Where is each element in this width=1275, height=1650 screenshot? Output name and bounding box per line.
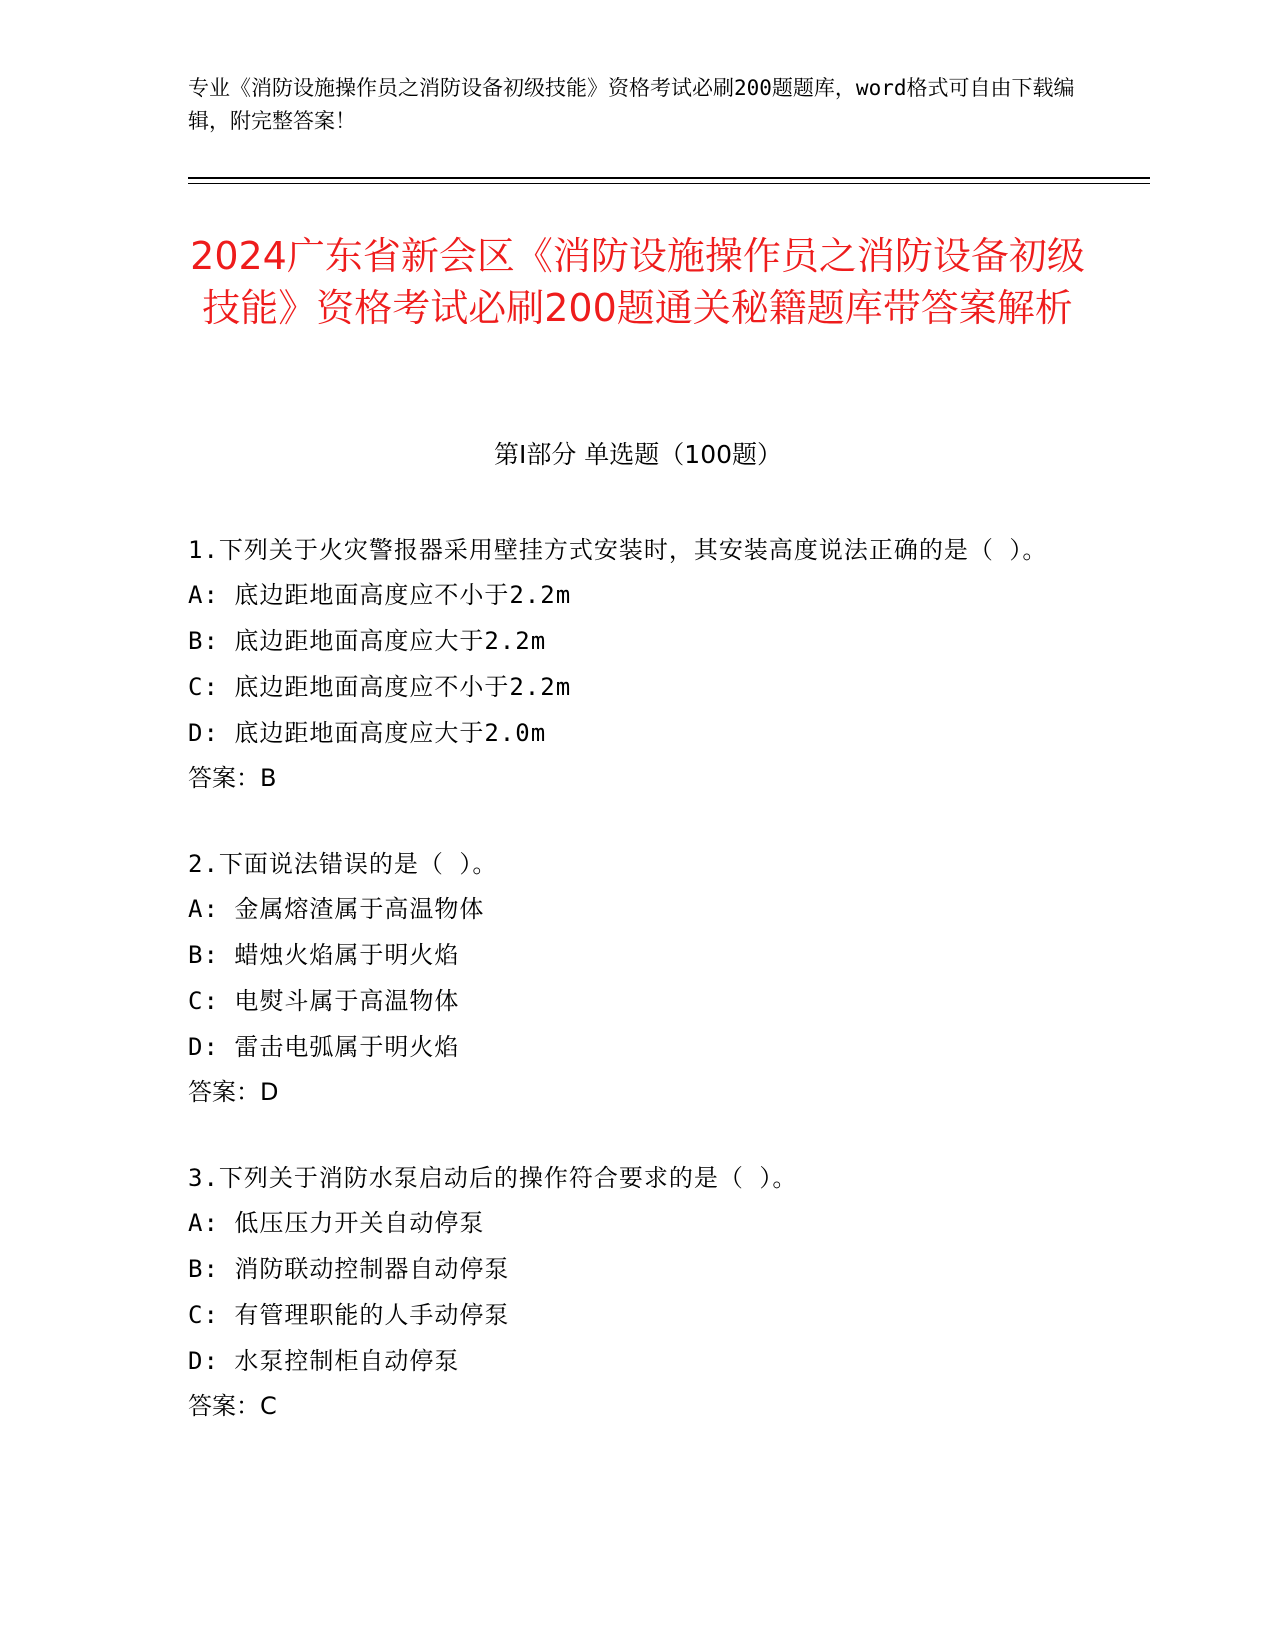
option-d: D: 雷击电弧属于明火焰: [188, 1033, 460, 1061]
option-c: C: 有管理职能的人手动停泵: [188, 1301, 510, 1329]
option-a: A: 底边距地面高度应不小于2.2m: [188, 581, 572, 609]
option-d: D: 水泵控制柜自动停泵: [188, 1347, 460, 1375]
option-d: D: 底边距地面高度应大于2.0m: [188, 719, 547, 747]
document-title: 2024广东省新会区《消防设施操作员之消防设备初级技能》资格考试必刷200题通关秘籍题库带答案解析: [190, 234, 1085, 330]
header-divider-thick: [188, 177, 1150, 179]
answer-line: 答案：C: [188, 1392, 277, 1420]
section-title: 第Ⅰ部分 单选题（100题）: [493, 440, 783, 469]
question-list: [188, 528, 1088, 1470]
option-a: A: 金属熔渣属于高温物体: [188, 895, 485, 923]
option-a: A: 低压压力开关自动停泵: [188, 1209, 485, 1237]
option-c: C: 底边距地面高度应不小于2.2m: [188, 673, 572, 701]
header-note: 专业《消防设施操作员之消防设备初级技能》资格考试必刷200题题库，word格式可自由下载编辑，附完整答案！: [188, 76, 1075, 133]
answer-line: 答案：B: [188, 764, 277, 792]
question-stem: 1.下列关于火灾警报器采用壁挂方式安装时，其安装高度说法正确的是（ ）。: [188, 536, 1048, 564]
question-item-1: [188, 528, 1088, 800]
option-b: B: 底边距地面高度应大于2.2m: [188, 627, 547, 655]
option-b: B: 消防联动控制器自动停泵: [188, 1255, 510, 1283]
answer-line: 答案：D: [188, 1078, 279, 1106]
header-divider-thin: [188, 183, 1150, 184]
question-item-3: [188, 1156, 1088, 1428]
option-c: C: 电熨斗属于高温物体: [188, 987, 460, 1015]
question-stem: 2.下面说法错误的是（ ）。: [188, 850, 498, 878]
question-item-2: [188, 842, 1088, 1114]
option-b: B: 蜡烛火焰属于明火焰: [188, 941, 460, 969]
question-stem: 3.下列关于消防水泵启动后的操作符合要求的是（ ）。: [188, 1164, 798, 1192]
